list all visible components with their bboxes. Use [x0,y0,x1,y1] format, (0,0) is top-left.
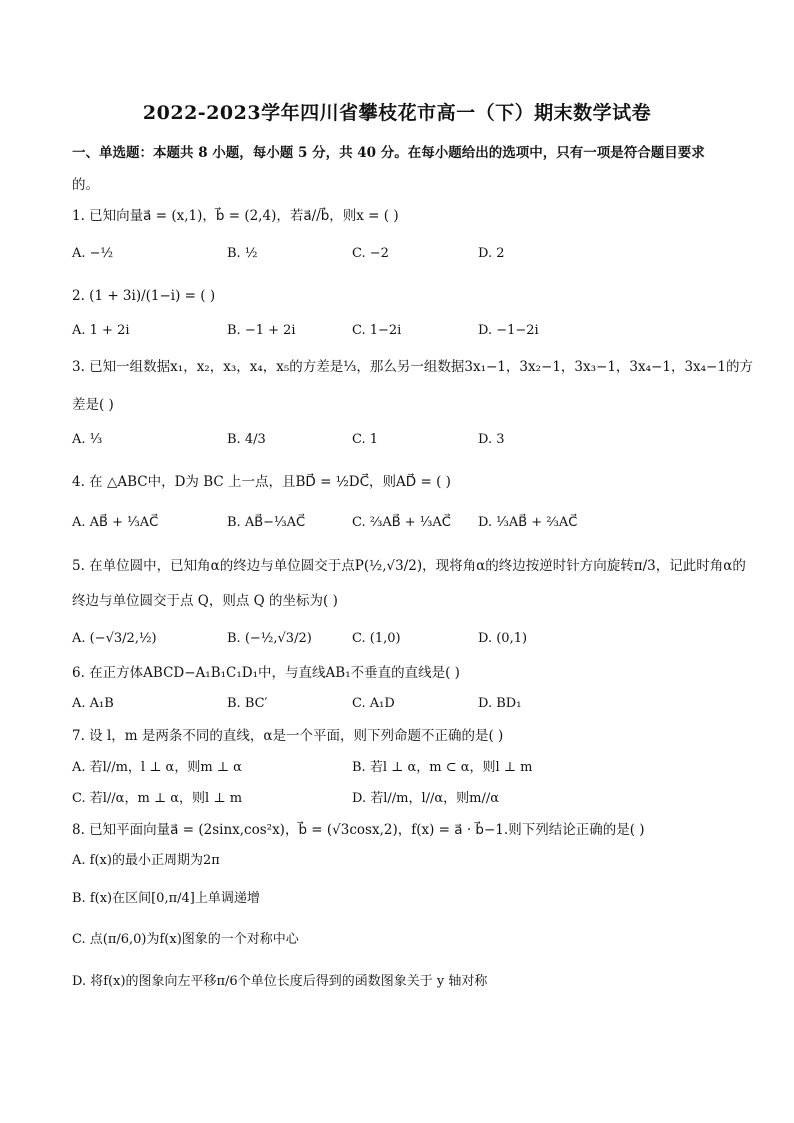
question-6-option-d: D. BD₁ [478,696,522,711]
question-4-option-d: D. ⅓AB⃗ + ⅔AC⃗ [478,515,578,530]
question-4-option-c: C. ⅔AB⃗ + ⅓AC⃗ [352,515,451,530]
question-8-option-b: B. f(x)在区间[0,π/4]上单调递增 [72,891,260,906]
question-4-option-a: A. AB⃗ + ⅓AC⃗ [72,515,159,530]
question-3-option-d: D. 3 [478,432,505,447]
question-3-stem-line1: 3. 已知一组数据x₁，x₂，x₃，x₄，x₅的方差是⅓，那么另一组数据3x₁−1，3x₂−1，3x₃−1，3x₄−1，3x₄−1的方 [72,359,753,375]
question-1-stem: 1. 已知向量a⃗ = (x,1)，b⃗ = (2,4)，若a⃗//b⃗，则x = ( ) [72,208,399,224]
question-5-stem-line1: 5. 在单位圆中，已知角α的终边与单位圆交于点P(½,√3/2)，现将角α的终边按逆时针方向旋转π/3，记此时角α的 [72,558,746,574]
question-6-option-a: A. A₁B [72,696,114,711]
question-6-option-c: C. A₁D [352,696,395,711]
question-1-option-a: A. −½ [72,246,114,261]
question-7-option-b: B. 若l ⊥ α，m ⊂ α，则l ⊥ m [352,760,533,775]
question-2-option-c: C. 1−2i [352,323,402,338]
question-7-stem: 7. 设 l，m 是两条不同的直线，α是一个平面，则下列命题不正确的是( ) [72,728,504,744]
question-6-stem: 6. 在正方体ABCD−A₁B₁C₁D₁中，与直线AB₁不垂直的直线是( ) [72,665,460,681]
question-8-option-c: C. 点(π/6,0)为f(x)图象的一个对称中心 [72,932,299,947]
question-5-option-a: A. (−√3/2,½) [72,631,157,646]
question-2-option-a: A. 1 + 2i [72,323,130,338]
question-3-option-b: B. 4/3 [227,432,266,447]
page-title: 2022-2023学年四川省攀枝花市高一（下）期末数学试卷 [142,102,652,124]
section-heading-line1: 一、单选题：本题共 8 小题，每小题 5 分，共 40 分。在每小题给出的选项中，只有一项是符合题目要求 [72,145,705,161]
section-heading-line2: 的。 [72,177,99,193]
question-5-option-c: C. (1,0) [352,631,401,646]
question-5-option-d: D. (0,1) [478,631,528,646]
question-5-option-b: B. (−½,√3/2) [227,631,312,646]
question-4-stem: 4. 在 △ABC中，D为 BC 上一点，且BD⃗ = ½DC⃗，则AD⃗ = ( ) [72,474,451,490]
question-8-stem: 8. 已知平面向量a⃗ = (2sinx,cos²x)，b⃗ = (√3cosx,2)，f(x) = a⃗ · b⃗−1.则下列结论正确的是( ) [72,822,645,838]
question-2-option-b: B. −1 + 2i [227,323,296,338]
question-8-option-a: A. f(x)的最小正周期为2π [72,853,220,868]
question-2-option-d: D. −1−2i [478,323,539,338]
question-4-option-b: B. AB⃗−⅓AC⃗ [227,515,306,530]
question-7-option-c: C. 若l//α，m ⊥ α，则l ⊥ m [72,791,243,806]
question-1-option-c: C. −2 [352,246,389,261]
question-5-stem-line2: 终边与单位圆交于点 Q，则点 Q 的坐标为( ) [72,593,338,609]
question-2-stem: 2. (1 + 3i)/(1−i) = ( ) [72,288,216,304]
question-3-option-c: C. 1 [352,432,379,447]
question-7-option-a: A. 若l//m，l ⊥ α，则m ⊥ α [72,760,242,775]
question-6-option-b: B. BC′ [227,696,268,711]
question-7-option-d: D. 若l//m，l//α，则m//α [352,791,500,806]
question-1-option-d: D. 2 [478,246,505,261]
question-3-option-a: A. ⅓ [72,432,103,447]
question-3-stem-line2: 差是( ) [72,397,114,413]
question-1-option-b: B. ½ [227,246,258,261]
question-8-option-d: D. 将f(x)的图象向左平移π/6个单位长度后得到的函数图象关于 y 轴对称 [72,974,488,989]
